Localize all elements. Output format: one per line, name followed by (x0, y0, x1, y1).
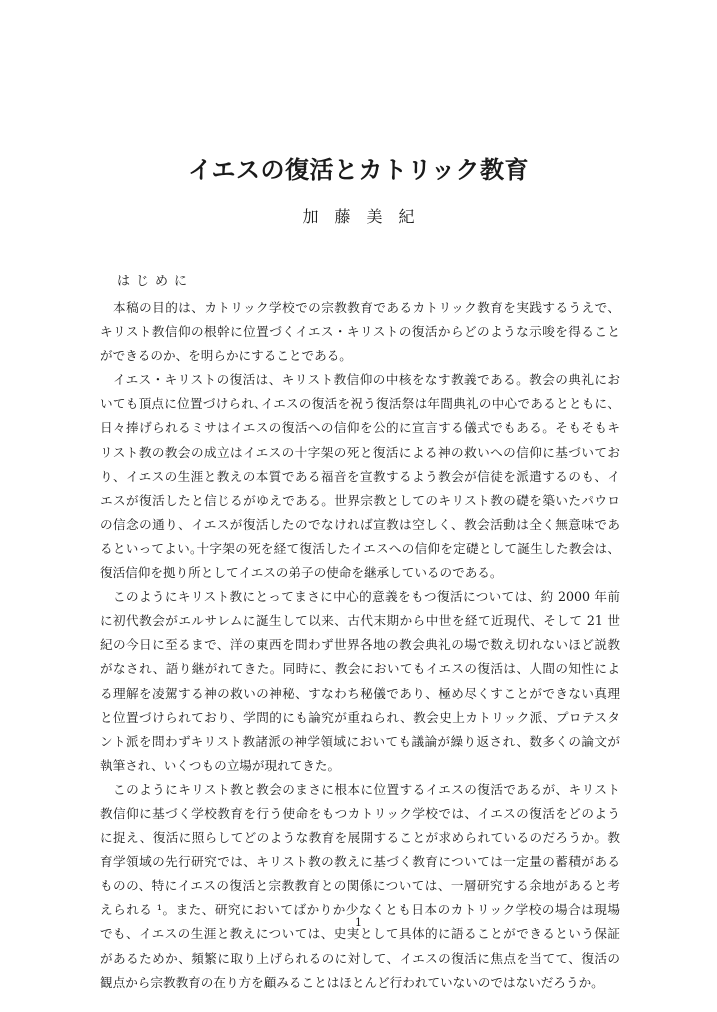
body-line: ント派を問わずキリスト教諸派の神学領域においても議論が繰り返され、数多くの論文が (100, 733, 620, 749)
body-line: がなされ、語り継がれてきた。同時に、教会においてもイエスの復活は、人間の知性によ (100, 661, 620, 677)
body-line: このようにキリスト教と教会のまさに根本に位置するイエスの復活であるが、キリスト (100, 781, 620, 797)
body-line: ができるのか、を明らかにすることである。 (100, 348, 352, 364)
page-number: 1 (355, 916, 362, 929)
body-line: イエス・キリストの復活は、キリスト教信仰の中核をなす教義である。教会の典礼にお (100, 372, 620, 388)
body-line: 執筆され、いくつもの立場が現れてきた。 (100, 757, 341, 773)
body-line: 復活信仰を拠り所としてイエスの弟子の使命を継承しているのである。 (100, 565, 503, 581)
body-line: えられる ¹。また、研究においてばかりか少なくとも日本のカトリック学校の場合は現場 (100, 902, 620, 918)
body-line: エスが復活したと信じるがゆえである。世界宗教としてのキリスト教の礎を築いたパウロ (100, 492, 620, 508)
body-line: 本稿の目的は、カトリック学校での宗教教育であるカトリック教育を実践するうえで、 (100, 300, 620, 315)
body-line: に捉え、復活に照らしてどのような教育を展開することが求められているのだろうか。教 (100, 830, 620, 846)
body-line: ものの、特にイエスの復活と宗教教育との関係については、一層研究する余地があると考 (100, 878, 620, 894)
body-line: り、イエスの生涯と教えの本質である福音を宣教するよう教会が信徒を派遣するのも、イ (100, 468, 620, 484)
paper-title: イエスの復活とカトリック教育 (187, 156, 530, 184)
body-line: と位置づけられており、学問的にも論究が重ねられ、教会史上カトリック派、プロテスタ (100, 709, 620, 725)
body-line: る理解を凌駕する神の救いの神秘、すなわち秘儀であり、極め尽くすことができない真理 (100, 685, 620, 701)
body-line: 観点から宗教教育の在り方を顧みることはほとんど行われていないのではないだろうか。 (100, 974, 604, 990)
body-line: に初代教会がエルサレムに誕生して以来、古代末期から中世を経て近現代、そして 21 世 (100, 613, 620, 629)
body-text (100, 296, 620, 995)
body-line: リスト教の教会の成立はイエスの十字架の死と復活による神の救いへの信仰に基づいてお (100, 444, 620, 460)
body-line: このようにキリスト教にとってまさに中心的意義をもつ復活については、約 2000 年前 (100, 589, 620, 605)
body-line: の信念の通り、イエスが復活したのでなければ宣教は空しく、教会活動は全く無意味であ (100, 516, 620, 532)
body-line: でも、イエスの生涯と教えについては、史実として具体的に語ることができるという保証 (100, 926, 620, 942)
body-line: 日々捧げられるミサはイエスの復活への信仰を公的に宣言する儀式でもある。そもそもキ (100, 420, 620, 436)
section-heading: はじめに (117, 274, 194, 289)
author-name: 加藤美紀 (302, 207, 431, 226)
body-line: キリスト教信仰の根幹に位置づくイエス・キリストの復活からどのような示唆を得ること (100, 324, 620, 340)
body-line: 教信仰に基づく学校教育を行う使命をもつカトリック学校では、イエスの復活をどのよう (100, 805, 620, 821)
body-line: 紀の今日に至るまで、洋の東西を問わず世界各地の教会典礼の場で数え切れないほど説教 (100, 637, 620, 653)
body-line: があるためか、頻繁に取り上げられるのに対して、イエスの復活に焦点を当てて、復活の (100, 950, 620, 966)
body-line: 育学領域の先行研究では、キリスト教の教えに基づく教育については一定量の蓄積がある (100, 854, 620, 870)
body-line: いても頂点に位置づけられ､イエスの復活を祝う復活祭は年間典礼の中心であるとともに、 (100, 396, 620, 412)
body-line: るといってよい｡十字架の死を経て復活したイエスへの信仰を定礎として誕生した教会は、 (100, 540, 620, 556)
